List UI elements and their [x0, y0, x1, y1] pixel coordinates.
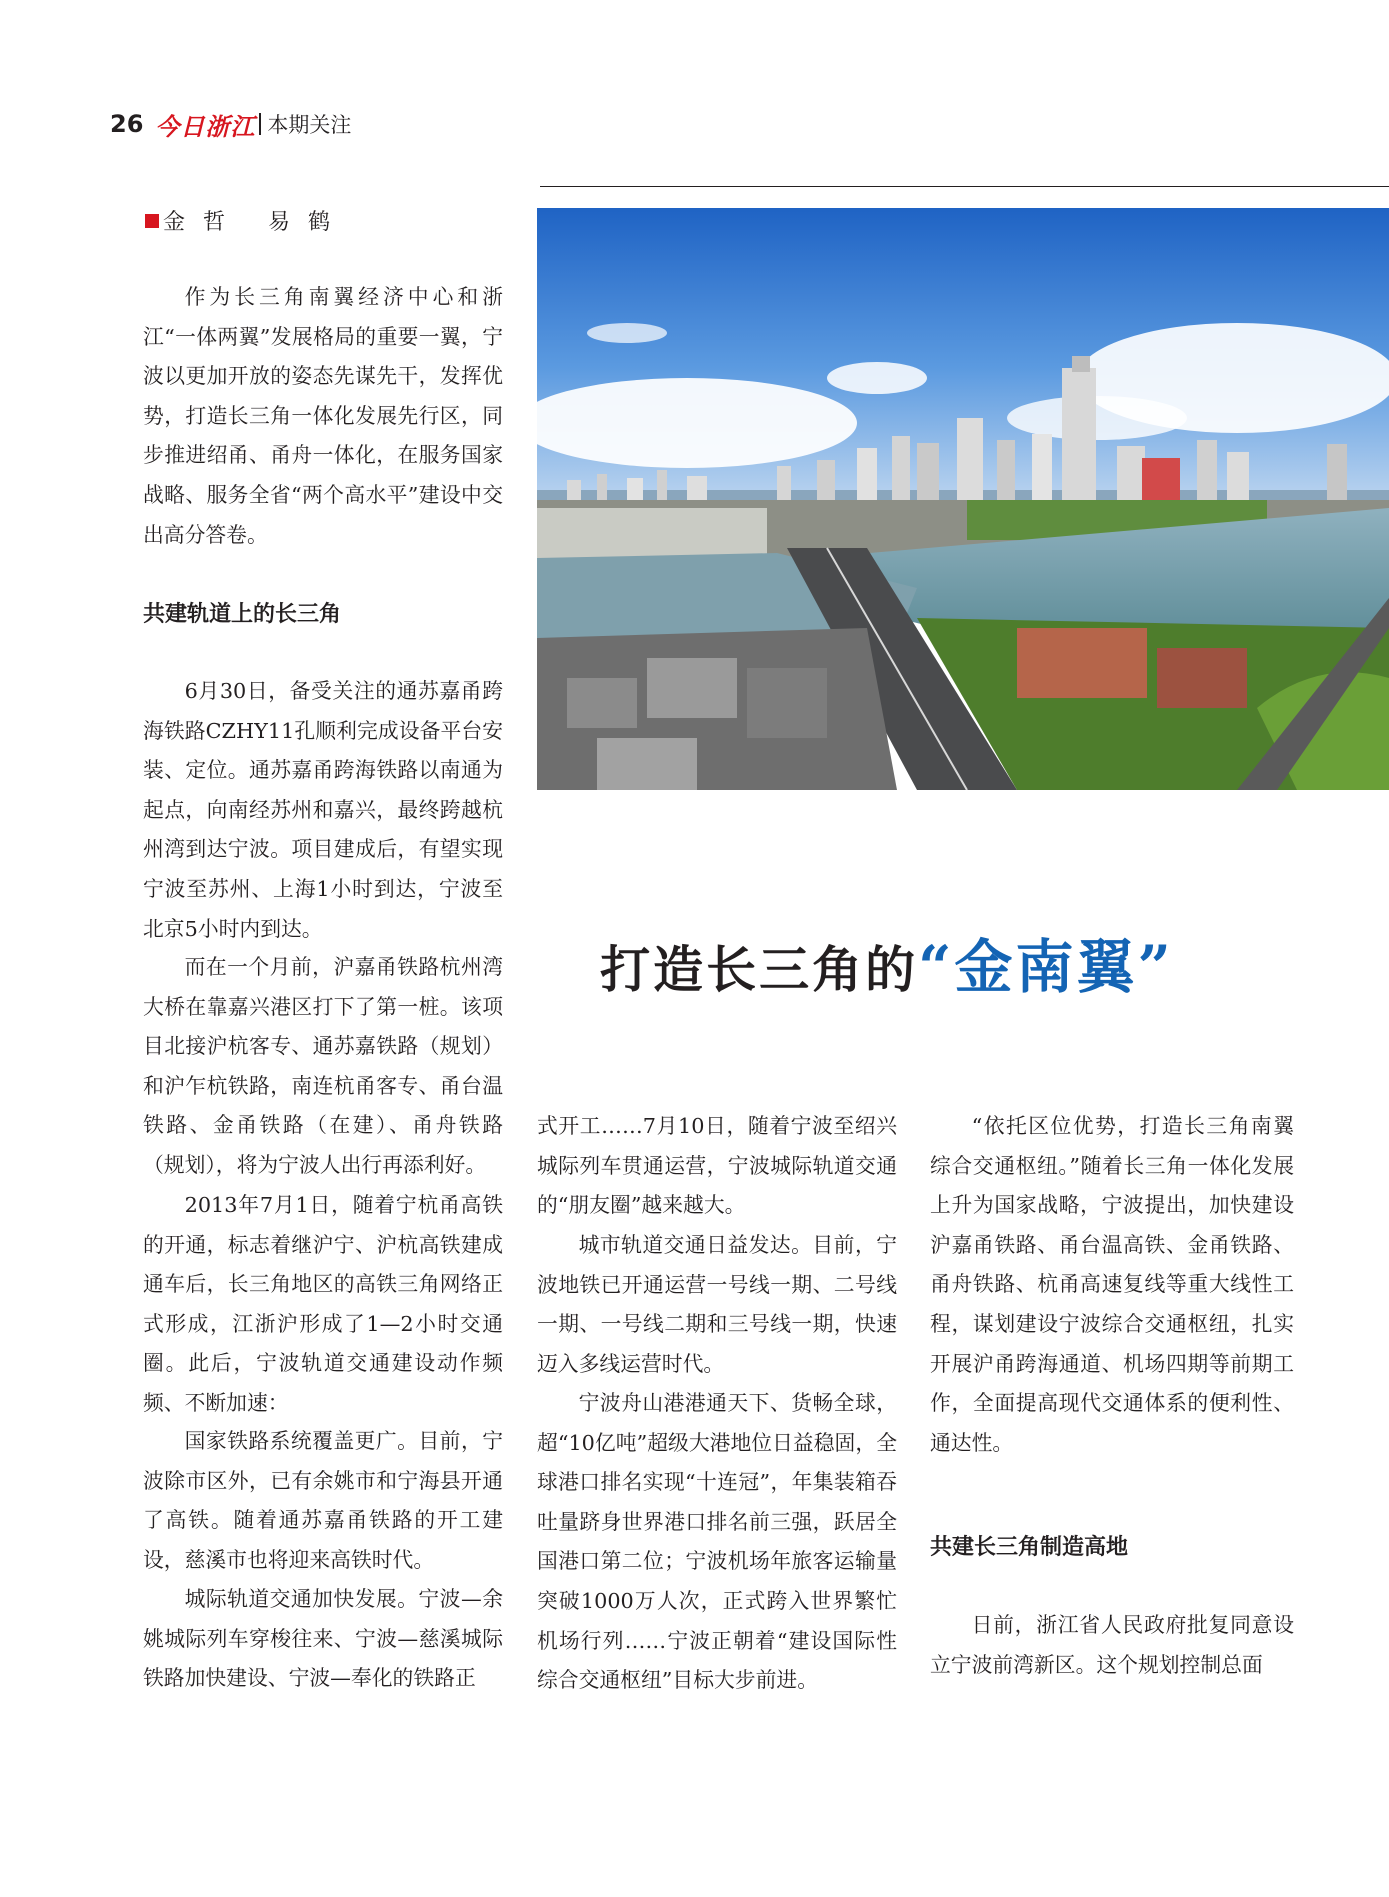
title-highlight: “金南翼” — [918, 933, 1174, 1001]
paragraph: 国家铁路系统覆盖更广。目前，宁波除市区外，已有余姚市和宁海县开通了高铁。随着通苏嘉甬铁路的开工建设，慈溪市也将迎来高铁时代。 — [143, 1429, 503, 1572]
paragraph: 日前，浙江省人民政府批复同意设立宁波前湾新区。这个规划控制总面 — [930, 1613, 1294, 1677]
page-header — [110, 108, 351, 140]
article-title — [537, 920, 1237, 1004]
byline-marker — [145, 214, 159, 228]
top-rule — [540, 186, 1389, 187]
section-name: 本期关注 — [267, 113, 352, 137]
paragraph: 6月30日，备受关注的通苏嘉甬跨海铁路CZHY11孔顺利完成设备平台安装、定位。通苏嘉甬跨海铁路以南通为起点，向南经苏州和嘉兴，最终跨越杭州湾到达宁波。项目建成后，有望实现宁波至苏州、上海1小时到达，宁波至北京5小时内到达。 — [143, 679, 503, 941]
paragraph: 城际轨道交通加快发展。宁波—余姚城际列车穿梭往来、宁波—慈溪城际铁路加快建设、宁波—奉化的铁路正 — [143, 1587, 503, 1691]
byline — [145, 205, 348, 236]
byline-authors: 金哲 易鹤 — [163, 210, 348, 235]
magazine-logo: 今日浙江 — [155, 111, 256, 141]
section-heading: 共建轨道上的长三角 — [143, 602, 342, 627]
paragraph: 式开工……7月10日，随着宁波至绍兴城际列车贯通运营，宁波城际轨道交通的“朋友圈”越来越大。 — [537, 1114, 897, 1218]
paragraph: 城市轨道交通日益发达。目前，宁波地铁已开通运营一号线一期、二号线一期、一号线二期和三号线一期，快速迈入多线运营时代。 — [537, 1233, 897, 1376]
header-divider — [259, 113, 261, 135]
page-number: 26 — [110, 110, 144, 138]
city-skyline-photo — [537, 208, 1389, 790]
section-heading: 共建长三角制造高地 — [930, 1535, 1129, 1560]
paragraph: 而在一个月前，沪嘉甬铁路杭州湾大桥在靠嘉兴港区打下了第一桩。该项目北接沪杭客专、通苏嘉铁路（规划）和沪乍杭铁路，南连杭甬客专、甬台温铁路、金甬铁路（在建）、甬舟铁路（规划），将为宁波人出行再添利好。 — [143, 955, 503, 1177]
paragraph: 宁波舟山港港通天下、货畅全球，超“10亿吨”超级大港地位日益稳固，全球港口排名实现“十连冠”，年集装箱吞吐量跻身世界港口排名前三强，跃居全国港口第二位；宁波机场年旅客运输量突破1000万人次，正式跨入世界繁忙机场行列……宁波正朝着“建设国际性综合交通枢纽”目标大步前进。 — [537, 1391, 897, 1693]
paragraph: 作为长三角南翼经济中心和浙江“一体两翼”发展格局的重要一翼，宁波以更加开放的姿态先谋先干，发挥优势，打造长三角一体化发展先行区，同步推进绍甬、甬舟一体化，在服务国家战略、服务全省“两个高水平”建设中交出高分答卷。 — [143, 285, 503, 547]
paragraph: “依托区位优势，打造长三角南翼综合交通枢纽。”随着长三角一体化发展上升为国家战略，宁波提出，加快建设沪嘉甬铁路、甬台温高铁、金甬铁路、甬舟铁路、杭甬高速复线等重大线性工程，谋划建设宁波综合交通枢纽，扎实开展沪甬跨海通道、机场四期等前期工作，全面提高现代交通体系的便利性、通达性。 — [930, 1114, 1294, 1455]
paragraph: 2013年7月1日，随着宁杭甬高铁的开通，标志着继沪宁、沪杭高铁建成通车后，长三角地区的高铁三角网络正式形成，江浙沪形成了1—2小时交通圈。此后，宁波轨道交通建设动作频频、不断加速： — [143, 1193, 503, 1415]
title-prefix: 打造长三角的 — [600, 940, 919, 999]
